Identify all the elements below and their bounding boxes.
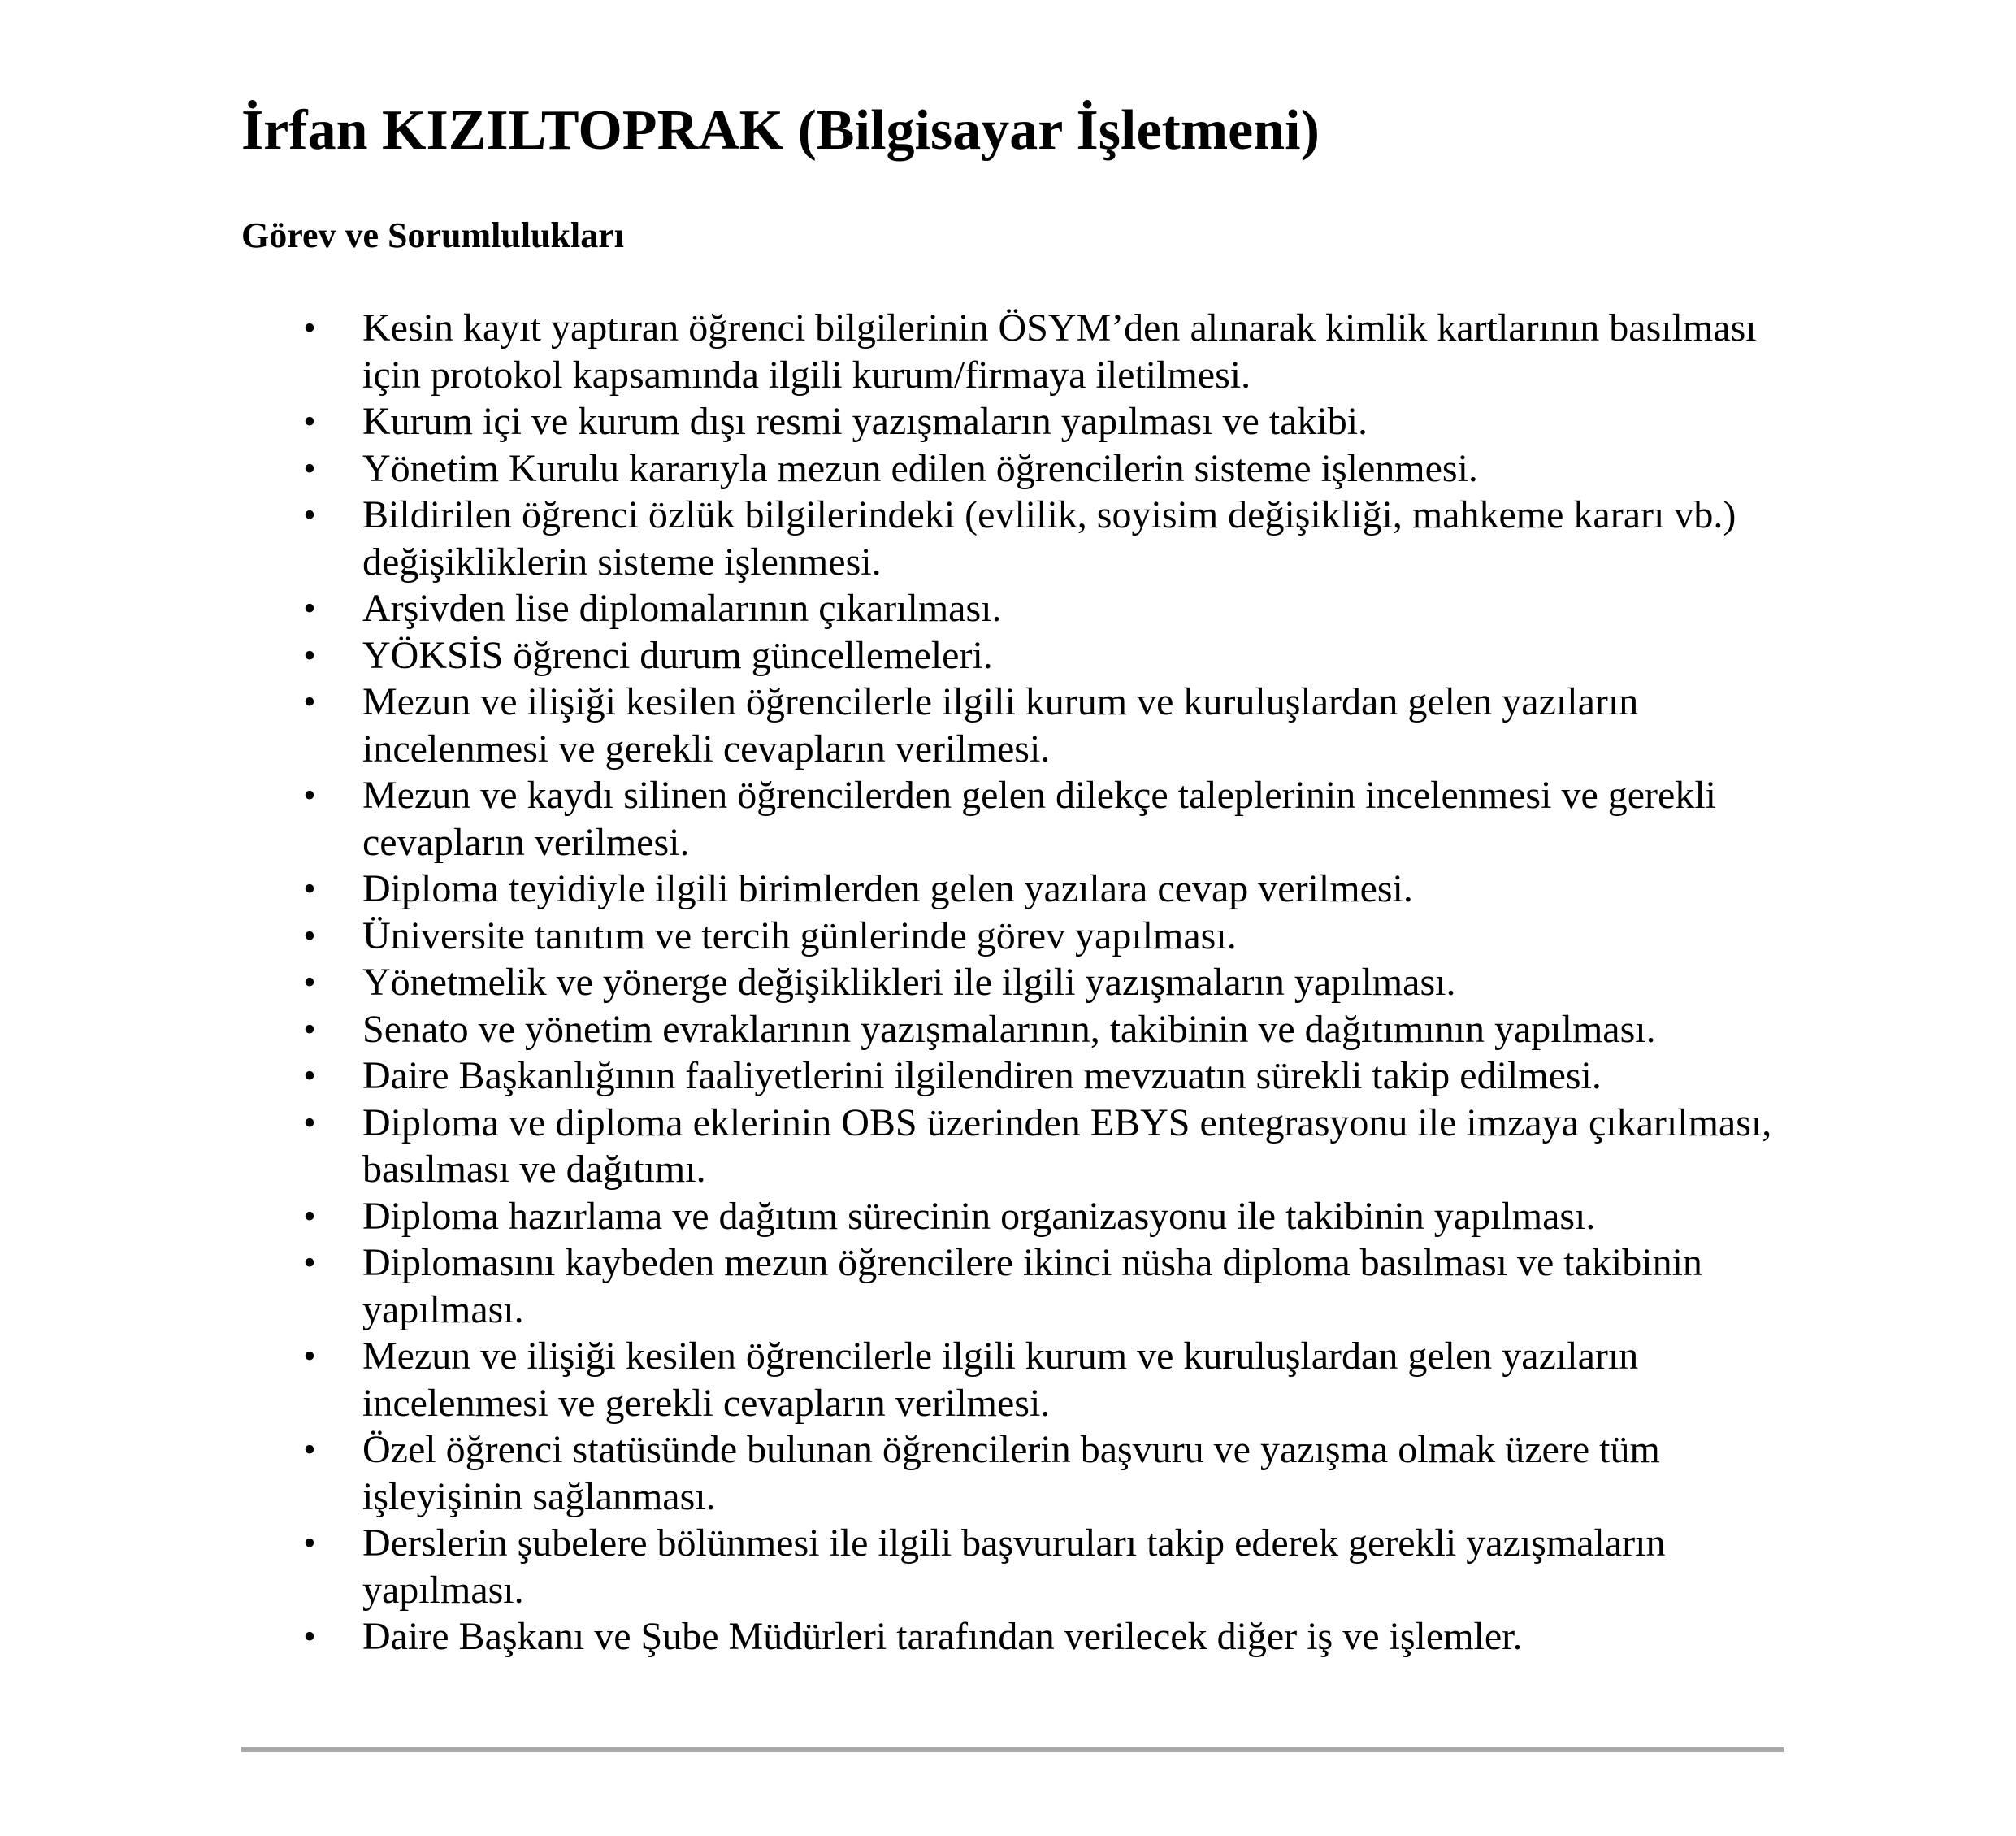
list-item-text: Üniversite tanıtım ve tercih günlerinde görev yapılması. [362,914,1237,957]
list-item-text: Derslerin şubelere bölünmesi ile ilgili başvuruları takip ederek gerekli yazışmaların yapılması. [362,1521,1666,1612]
list-item [303,492,1793,585]
bullet-icon: • [303,1430,316,1469]
bullet-icon: • [303,448,316,488]
list-item [303,445,1793,493]
list-item [303,1520,1793,1613]
bullet-icon: • [303,775,316,815]
list-item-text: Arşivden lise diplomalarının çıkarılması. [362,587,1002,630]
page-divider [241,1747,1784,1752]
list-item-text: Diploma teyidiyle ilgili birimlerden gelen yazılara cevap verilmesi. [362,867,1413,910]
list-item-text: Kesin kayıt yaptıran öğrenci bilgilerinin ÖSYM’den alınarak kimlik kartlarının basılması için protokol kapsamında ilgili kurum/firmaya iletilmesi. [362,306,1757,397]
bullet-icon: • [303,962,316,1002]
list-item [303,585,1793,632]
list-item [303,1053,1793,1100]
list-item-text: Daire Başkanı ve Şube Müdürleri tarafından verilecek diğer iş ve işlemler. [362,1615,1523,1658]
duties-list [303,305,1793,1660]
bullet-icon: • [303,308,316,348]
bullet-icon: • [303,915,316,956]
section-heading: Görev ve Sorumlulukları [241,215,624,255]
list-item-text: Diploma ve diploma eklerinin OBS üzerinden EBYS entegrasyonu ile imzaya çıkarılması, basılması ve dağıtımı. [362,1100,1772,1191]
list-item [303,1193,1793,1240]
list-item [303,679,1793,772]
list-item [303,632,1793,679]
bullet-icon: • [303,1009,316,1049]
bullet-icon: • [303,1102,316,1143]
bullet-icon: • [303,682,316,722]
list-item-text: Bildirilen öğrenci özlük bilgilerindeki (evlilik, soyisim değişikliği, mahkeme kararı vb.) değişikliklerin sisteme işlenmesi. [362,493,1736,584]
list-item-text: Mezun ve kaydı silinen öğrencilerden gelen dilekçe taleplerinin incelenmesi ve gerekli cevapların verilmesi. [362,774,1717,864]
bullet-icon: • [303,1196,316,1236]
list-item-text: Yönetmelik ve yönerge değişiklikleri ile ilgili yazışmaların yapılması. [362,961,1456,1004]
bullet-icon: • [303,1336,316,1376]
list-item-text: Özel öğrenci statüsünde bulunan öğrencilerin başvuru ve yazışma olmak üzere tüm işleyişinin sağlanması. [362,1428,1660,1518]
list-item [303,913,1793,960]
list-item [303,1613,1793,1660]
list-item [303,1426,1793,1520]
list-item-text: Senato ve yönetim evraklarının yazışmalarının, takibinin ve dağıtımının yapılması. [362,1007,1656,1051]
list-item [303,772,1793,866]
bullet-icon: • [303,869,316,909]
list-item [303,1006,1793,1053]
document-title: İrfan KIZILTOPRAK (Bilgisayar İşletmeni) [241,99,1320,162]
list-item [303,1100,1793,1193]
list-item [303,305,1793,398]
list-item [303,398,1793,445]
bullet-icon: • [303,635,316,675]
bullet-icon: • [303,1617,316,1656]
bullet-icon: • [303,1243,316,1283]
bullet-icon: • [303,1523,316,1563]
list-item [303,959,1793,1006]
list-item-text: Diplomasını kaybeden mezun öğrencilere ikinci nüsha diploma basılması ve takibinin yapılması. [362,1241,1702,1331]
list-item-text: Diploma hazırlama ve dağıtım sürecinin organizasyonu ile takibinin yapılması. [362,1194,1596,1238]
bullet-icon: • [303,495,316,535]
list-item-text: Yönetim Kurulu kararıyla mezun edilen öğrencilerin sisteme işlenmesi. [362,446,1478,490]
list-item [303,866,1793,913]
list-item [303,1333,1793,1426]
list-item-text: Kurum içi ve kurum dışı resmi yazışmaların yapılması ve takibi. [362,400,1368,443]
list-item [303,1239,1793,1333]
bullet-icon: • [303,588,316,628]
list-item-text: Mezun ve ilişiği kesilen öğrencilerle ilgili kurum ve kuruluşlardan gelen yazıların incelenmesi ve gerekli cevapların verilmesi. [362,680,1639,770]
bullet-icon: • [303,1056,316,1096]
list-item-text: Mezun ve ilişiği kesilen öğrencilerle ilgili kurum ve kuruluşlardan gelen yazıların incelenmesi ve gerekli cevapların verilmesi. [362,1335,1639,1425]
bullet-icon: • [303,401,316,441]
list-item-text: Daire Başkanlığının faaliyetlerini ilgilendiren mevzuatın sürekli takip edilmesi. [362,1054,1602,1097]
list-item-text: YÖKSİS öğrenci durum güncellemeleri. [362,633,993,677]
